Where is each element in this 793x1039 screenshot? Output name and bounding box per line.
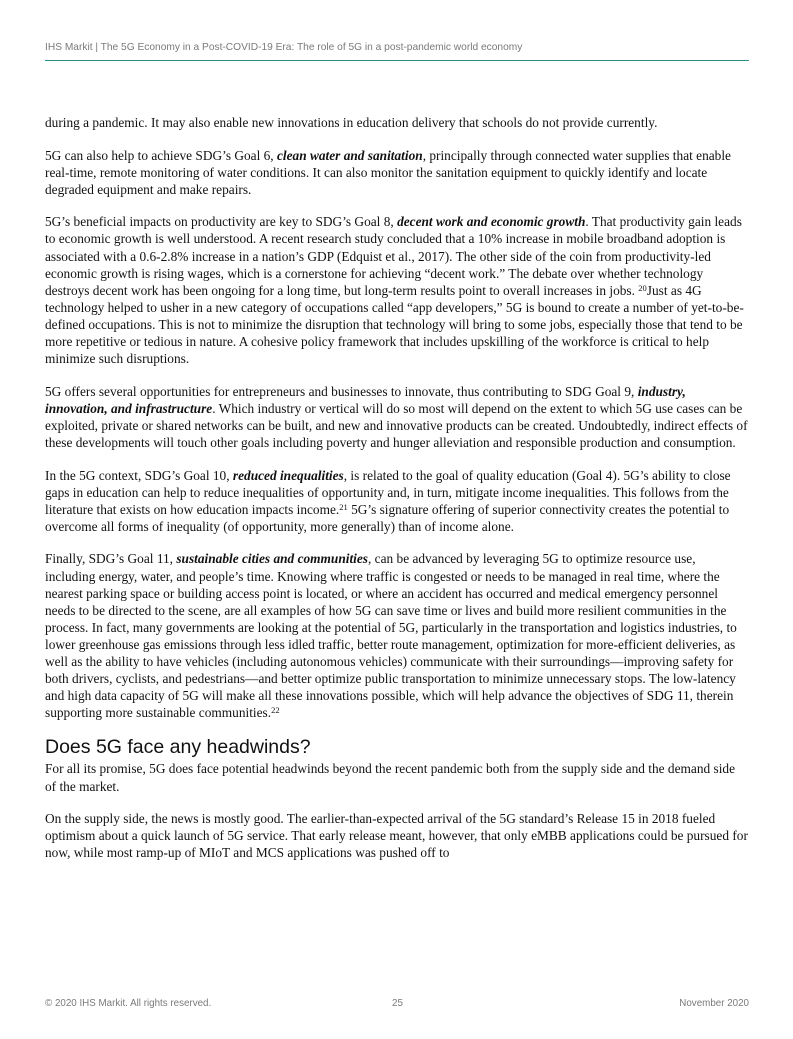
- paragraph-text: , principally through connected water supplies that enable real-time, remote monitoring of water conditions. It can also monitor the sanitation equipment to quickly identify and locate degraded equipment and make repairs.: [45, 147, 731, 197]
- paragraph-text: On the supply side, the news is mostly good. The earlier-than-expected arrival of the 5G standard’s Release 15 in 2018 fueled optimism about a quick launch of 5G service. That early release meant, however, that only eMBB applications could be pursued for now, while most ramp-up of MIoT and MCS applications was pushed off to: [45, 811, 748, 861]
- paragraph-text: , is related to the goal of quality education (Goal 4). 5G’s ability to close gaps in education can help to reduce inequalities of opportunity and, in turn, mitigate income inequalities. This follows from the literature that exists on how education impacts income.: [45, 467, 731, 517]
- paragraph-sdg-6: [45, 147, 749, 198]
- paragraph-text: 5G can also help to achieve SDG’s Goal 6,: [45, 147, 277, 163]
- sdg-goal-emphasis: clean water and sanitation: [276, 147, 423, 163]
- sdg-goal-emphasis: reduced inequalities: [232, 467, 344, 483]
- running-header: IHS Markit | The 5G Economy in a Post-COVID-19 Era: The role of 5G in a post-pandemic world economy: [45, 42, 523, 53]
- body-text: [45, 114, 749, 861]
- paragraph: [45, 114, 749, 131]
- sdg-goal-emphasis: sustainable cities and communities: [176, 551, 368, 567]
- paragraph: [45, 810, 749, 861]
- footnote-ref[interactable]: 22: [271, 705, 280, 716]
- publication-date: November 2020: [679, 998, 749, 1009]
- paragraph-text: during a pandemic. It may also enable new innovations in education delivery that schools do not provide currently.: [45, 115, 658, 130]
- sdg-goal-emphasis: decent work and economic growth: [397, 214, 586, 230]
- paragraph-text: For all its promise, 5G does face potential headwinds beyond the recent pandemic both from the supply side and the demand side of the market.: [45, 761, 735, 794]
- paragraph-sdg-8: [45, 213, 749, 367]
- paragraph-sdg-9: [45, 383, 749, 451]
- paragraph-text: Just as 4G technology helped to usher in a new category of occupations called “app developers,” 5G is bound to create a number of yet-to-be-defined occupations. This is not to minimize the disruption that technology will bring to some jobs, especially those that tend to be more repetitive or tedious in nature. A cohesive policy framework that includes upskilling of the workforce is critical to help minimize such disruptions.: [45, 282, 744, 367]
- footnote-ref[interactable]: 21: [339, 501, 348, 512]
- paragraph-sdg-11: [45, 550, 749, 721]
- paragraph-sdg-10: [45, 467, 749, 535]
- header-rule: [45, 60, 749, 61]
- sdg-goal-emphasis: industry, innovation, and infrastructure: [45, 383, 686, 416]
- page-footer: [45, 998, 749, 1012]
- paragraph: [45, 760, 749, 794]
- paragraph-text: 5G’s signature offering of superior connectivity creates the potential to overcome all forms of inequality (of opportunity, more generally) than of income alone.: [45, 501, 730, 534]
- paragraph-text: . That productivity gain leads to economic growth is well understood. A recent research study concluded that a 10% increase in mobile broadband adoption is associated with a 0.6-2.8% increase in a nation’s GDP (Edquist et al., 2017). The other side of the coin from productivity-led economic growth is rising wages, which is a cornerstone for achieving “decent work.” The debate over whether technology destroys decent work has been ongoing for a long time, but long-term results point to overall increases in jobs.: [45, 214, 742, 298]
- section-heading: Does 5G face any headwinds?: [45, 736, 311, 759]
- footnote-ref[interactable]: 20: [638, 282, 647, 293]
- paragraph-text: , can be advanced by leveraging 5G to optimize resource use, including energy, water, and people’s time. Knowing where traffic is congested or needs to be managed in real time, where the nearest parking space or building access point is located, or where an accident has occurred and medical emergency personnel needs to be directed to the scene, are all examples of how 5G can save time or lives and build more resilient communities in the process. In fact, many governments are looking at the potential of 5G, particularly in the transportation and logistics industries, to lower greenhouse gas emissions through less idled traffic, better route management, optimization for more-efficient deliveries, as well as the ability to have vehicles (including autonomous vehicles) communicate with their surroundings—improving safety for both drivers, cyclists, and pedestrians—and better optimize public transportation to minimize unnecessary stops. The low-latency and high data capacity of 5G will make all these innovations possible, which will help advance the objectives of SDG 11, therein supporting more sustainable communities.: [45, 551, 737, 721]
- page-number: 25: [392, 998, 403, 1009]
- paragraph-text: Finally, SDG’s Goal 11,: [45, 551, 177, 567]
- paragraph-text: In the 5G context, SDG’s Goal 10,: [45, 467, 233, 483]
- paragraph-text: . Which industry or vertical will do so most will depend on the extent to which 5G use cases can be exploited, private or shared networks can be built, and new and innovative products can be created. Undoubtedly, indirect effects of these developments will touch other goals including poverty and hunger alleviation and responsible production and consumption.: [45, 400, 748, 450]
- paragraph-text: 5G offers several opportunities for entrepreneurs and businesses to innovate, thus contributing to SDG Goal 9,: [45, 383, 638, 399]
- paragraph-text: 5G’s beneficial impacts on productivity are key to SDG’s Goal 8,: [45, 214, 398, 230]
- copyright-notice: © 2020 IHS Markit. All rights reserved.: [45, 998, 212, 1009]
